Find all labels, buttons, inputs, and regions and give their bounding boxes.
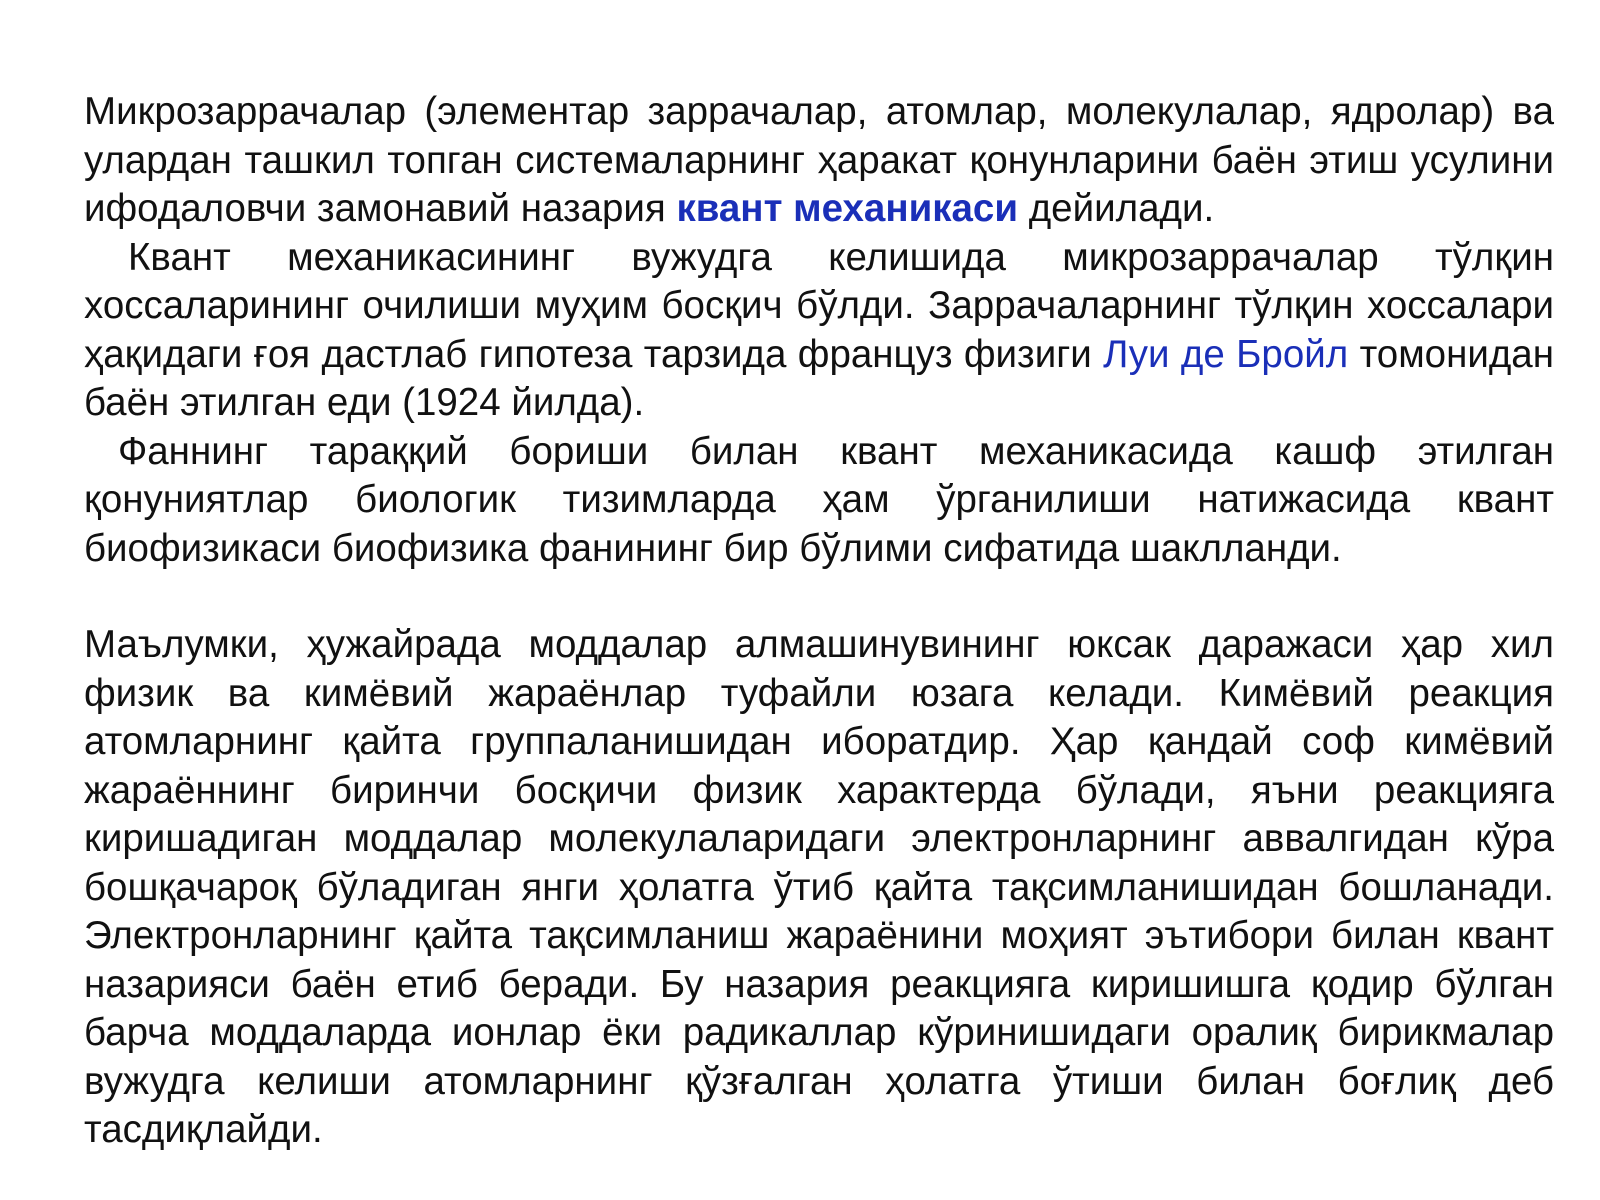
paragraph-text: дейилади.	[1018, 187, 1215, 230]
paragraph-wave-properties	[84, 234, 1554, 428]
document-body	[84, 88, 1554, 1155]
paragraph-metabolism: Маълумки, ҳужайрада моддалар алмашинувининг юксак даражаси ҳар хил физик ва кимёвий жараёнлар туфайли юзага келади. Кимёвий реакция атомларнинг қайта группаланишидан иборатдир. Ҳар қандай соф кимёвий жараённинг биринчи босқичи физик характерда бўлади, яъни реакцияга киришадиган моддалар молекулаларидаги электронларнинг аввалгидан кўра бошқачароқ бўладиган янги ҳолатга ўтиб қайта тақсимланишидан бошланади. Электронларнинг қайта тақсимланиш жараёнини моҳият эътибори билан квант назарияси баён етиб беради. Бу назария реакцияга киришишга қодир бўлган барча моддаларда ионлар ёки радикаллар кўринишидаги оралиқ бирикмалар вужудга келиши атомларнинг қўзғалган ҳолатга ўтиши билан боғлиқ деб тасдиқлайди.	[84, 623, 1554, 1151]
paragraph-text: Микрозаррачалар (элементар заррачалар, атомлар, молекулалар, ядролар) ва улардан ташкил топган системаларнинг ҳаракат қонунларини баён этиш усулини ифодаловчи замонавий назария	[84, 90, 1554, 230]
paragraph-text: томонидан баён этилган еди (1924 йилда).	[84, 332, 1554, 424]
paragraph-text: Квант механикасининг вужудга келишида микрозаррачалар тўлқин хоссаларининг очилиши муҳим босқич бўлди. Заррачаларнинг тўлқин хоссалари ҳақидаги ғоя дастлаб гипотеза тарзида француз физиги	[84, 235, 1554, 376]
paragraph-quantum-definition	[84, 88, 1554, 234]
highlighted-term-quantum-mechanics: квант механикаси	[676, 187, 1019, 230]
paragraph-spacer	[84, 573, 1554, 621]
paragraph-quantum-biophysics: Фаннинг тараққий бориши билан квант механикасида кашф этилган қонуниятлар биологик тизимларда ҳам ўрганилиши натижасида квант биофизикаси биофизика фанининг бир бўлими сифатида шаклланди.	[84, 429, 1554, 570]
highlighted-name-de-broglie: Луи де Бройл	[1103, 332, 1349, 376]
